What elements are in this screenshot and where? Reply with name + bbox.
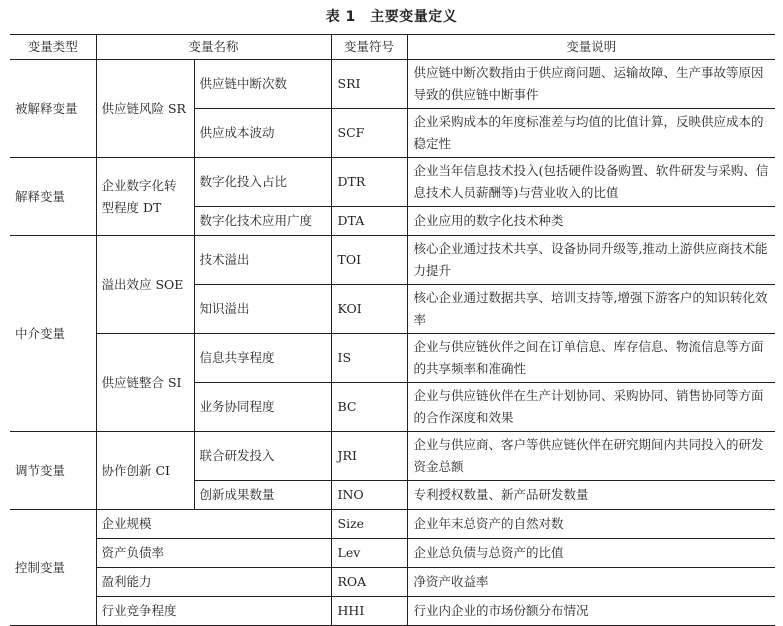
sub-name-cell: 创新成果数量 <box>194 481 331 510</box>
sub-name-cell: 技术溢出 <box>194 236 331 285</box>
type-cell: 被解释变量 <box>10 60 96 158</box>
header-variable-name: 变量名称 <box>96 35 331 60</box>
symbol-cell: Lev <box>331 539 407 568</box>
description-cell: 供应链中断次数指由于供应商问题、运输故障、生产事故等原因导致的供应链中断事件 <box>407 60 775 109</box>
table-caption: 表 1 主要变量定义 <box>325 9 458 25</box>
description-cell: 企业年末总资产的自然对数 <box>407 510 775 539</box>
table-row <box>10 432 775 481</box>
symbol-cell: JRI <box>331 432 407 481</box>
description-cell: 核心企业通过数据共享、培训支持等,增强下游客户的知识转化效率 <box>407 285 775 334</box>
description-cell: 核心企业通过技术共享、设备协同升级等,推动上游供应商技术能力提升 <box>407 236 775 285</box>
type-cell: 解释变量 <box>10 158 96 236</box>
symbol-cell: DTR <box>331 158 407 207</box>
table-header-row <box>10 35 775 60</box>
description-cell: 专利授权数量、新产品研发数量 <box>407 481 775 510</box>
type-cell: 控制变量 <box>10 510 96 626</box>
sub-name-cell: 联合研发投入 <box>194 432 331 481</box>
description-cell: 企业应用的数字化技术种类 <box>407 207 775 236</box>
description-cell: 企业当年信息技术投入(包括硬件设备购置、软件研发与采购、信息技术人员薪酬等)与营业收入的比值 <box>407 158 775 207</box>
symbol-cell: DTA <box>331 207 407 236</box>
description-cell: 企业与供应商、客户等供应链伙伴在研究期间内共同投入的研发资金总额 <box>407 432 775 481</box>
symbol-cell: IS <box>331 334 407 383</box>
description-cell: 企业总负债与总资产的比值 <box>407 539 775 568</box>
variable-definition-table <box>10 34 775 626</box>
symbol-cell: ROA <box>331 568 407 597</box>
sub-name-cell: 供应成本波动 <box>194 109 331 158</box>
symbol-cell: SRI <box>331 60 407 109</box>
name-cell: 协作创新 CI <box>96 432 194 510</box>
symbol-cell: TOI <box>331 236 407 285</box>
name-cell: 资产负债率 <box>96 539 331 568</box>
name-cell: 企业规模 <box>96 510 331 539</box>
name-cell: 盈利能力 <box>96 568 331 597</box>
sub-name-cell: 数字化投入占比 <box>194 158 331 207</box>
description-cell: 企业采购成本的年度标准差与均值的比值计算，反映供应成本的稳定性 <box>407 109 775 158</box>
type-cell: 调节变量 <box>10 432 96 510</box>
table-row <box>10 334 775 383</box>
symbol-cell: BC <box>331 383 407 432</box>
symbol-cell: INO <box>331 481 407 510</box>
name-cell: 行业竞争程度 <box>96 597 331 626</box>
symbol-cell: Size <box>331 510 407 539</box>
description-cell: 企业与供应链伙伴之间在订单信息、库存信息、物流信息等方面的共享频率和准确性 <box>407 334 775 383</box>
name-cell: 供应链风险 SR <box>96 60 194 158</box>
table-row <box>10 158 775 207</box>
symbol-cell: SCF <box>331 109 407 158</box>
name-cell: 企业数字化转型程度 DT <box>96 158 194 236</box>
name-cell: 溢出效应 SOE <box>96 236 194 334</box>
table-row <box>10 236 775 285</box>
symbol-cell: KOI <box>331 285 407 334</box>
table-row <box>10 568 775 597</box>
sub-name-cell: 数字化技术应用广度 <box>194 207 331 236</box>
header-variable-symbol: 变量符号 <box>331 35 407 60</box>
table-row <box>10 539 775 568</box>
sub-name-cell: 信息共享程度 <box>194 334 331 383</box>
table-row <box>10 510 775 539</box>
name-cell: 供应链整合 SI <box>96 334 194 432</box>
sub-name-cell: 业务协同程度 <box>194 383 331 432</box>
type-cell: 中介变量 <box>10 236 96 432</box>
sub-name-cell: 供应链中断次数 <box>194 60 331 109</box>
description-cell: 行业内企业的市场份额分布情况 <box>407 597 775 626</box>
table-row <box>10 60 775 109</box>
header-variable-type: 变量类型 <box>10 35 96 60</box>
sub-name-cell: 知识溢出 <box>194 285 331 334</box>
description-cell: 净资产收益率 <box>407 568 775 597</box>
table-row <box>10 597 775 626</box>
header-variable-description: 变量说明 <box>407 35 775 60</box>
description-cell: 企业与供应链伙伴在生产计划协同、采购协同、销售协同等方面的合作深度和效果 <box>407 383 775 432</box>
symbol-cell: HHI <box>331 597 407 626</box>
